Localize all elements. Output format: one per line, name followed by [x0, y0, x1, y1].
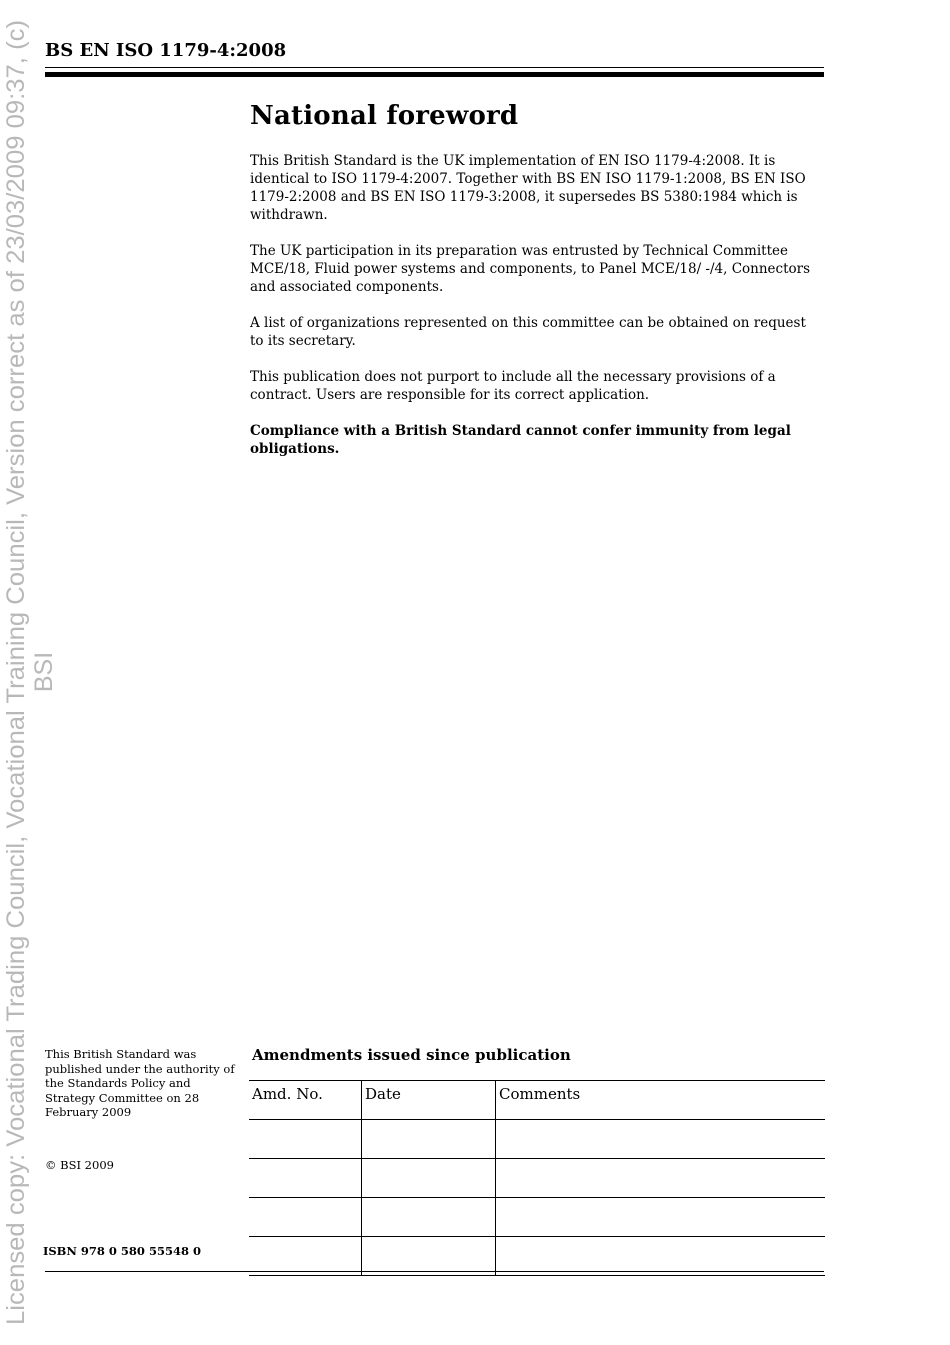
document-id: BS EN ISO 1179-4:2008 [45, 40, 287, 61]
foreword-paragraph: This British Standard is the UK implementation of EN ISO 1179-4:2008. It is identical to ISO 1179-4:2007. Together with BS EN ISO 1179-1:2008, BS EN ISO 1179-2:2008 and BS EN ISO 1179-3:2008, it supersedes BS 5380:1984 which is withdrawn. [250, 153, 806, 223]
watermark-line-2: BSI [30, 651, 58, 693]
footer-rule [45, 1271, 824, 1272]
table-cell [496, 1198, 826, 1237]
table-cell [496, 1159, 826, 1198]
table-cell [362, 1237, 496, 1276]
table-cell [249, 1120, 362, 1159]
header-rule-thick [45, 72, 824, 77]
amendments-title: Amendments issued since publication [252, 1046, 571, 1064]
table-cell [362, 1120, 496, 1159]
publication-note: This British Standard was published under the authority of the Standards Policy and Strategy Committee on 28 February 2009 [45, 1047, 235, 1119]
table-cell [249, 1237, 362, 1276]
header-rule-thin [45, 67, 824, 68]
column-header-amd-no: Amd. No. [249, 1081, 362, 1120]
foreword-body [250, 152, 820, 476]
column-header-date: Date [362, 1081, 496, 1120]
page-title: National foreword [250, 101, 519, 131]
isbn: ISBN 978 0 580 55548 0 [43, 1244, 201, 1258]
watermark-line-1: Licensed copy: Vocational Trading Council, Vocational Training Council, Version correct as of 23/03/2009 09:37, (c) [2, 53, 30, 1325]
table-row [249, 1237, 825, 1276]
copyright-notice: © BSI 2009 [45, 1158, 114, 1172]
table-cell [496, 1237, 826, 1276]
foreword-paragraph: The UK participation in its preparation was entrusted by Technical Committee MCE/18, Fluid power systems and components, to Panel MCE/18/ -/4, Connectors and associated components. [250, 243, 811, 295]
table-cell [249, 1159, 362, 1198]
foreword-paragraph: This publication does not purport to include all the necessary provisions of a contract. Users are responsible for its correct application. [250, 369, 776, 403]
license-watermark [0, 0, 60, 1345]
table-row [249, 1159, 825, 1198]
table-cell [249, 1198, 362, 1237]
table-cell [362, 1159, 496, 1198]
amendments-table [249, 1080, 825, 1276]
foreword-paragraph: A list of organizations represented on this committee can be obtained on request to its secretary. [250, 315, 806, 349]
table-row [249, 1120, 825, 1159]
table-cell [496, 1120, 826, 1159]
column-header-comments: Comments [496, 1081, 826, 1120]
table-row [249, 1198, 825, 1237]
compliance-statement: Compliance with a British Standard cannot confer immunity from legal obligations. [250, 423, 791, 457]
table-cell [362, 1198, 496, 1237]
amendments-header-row [249, 1081, 825, 1120]
